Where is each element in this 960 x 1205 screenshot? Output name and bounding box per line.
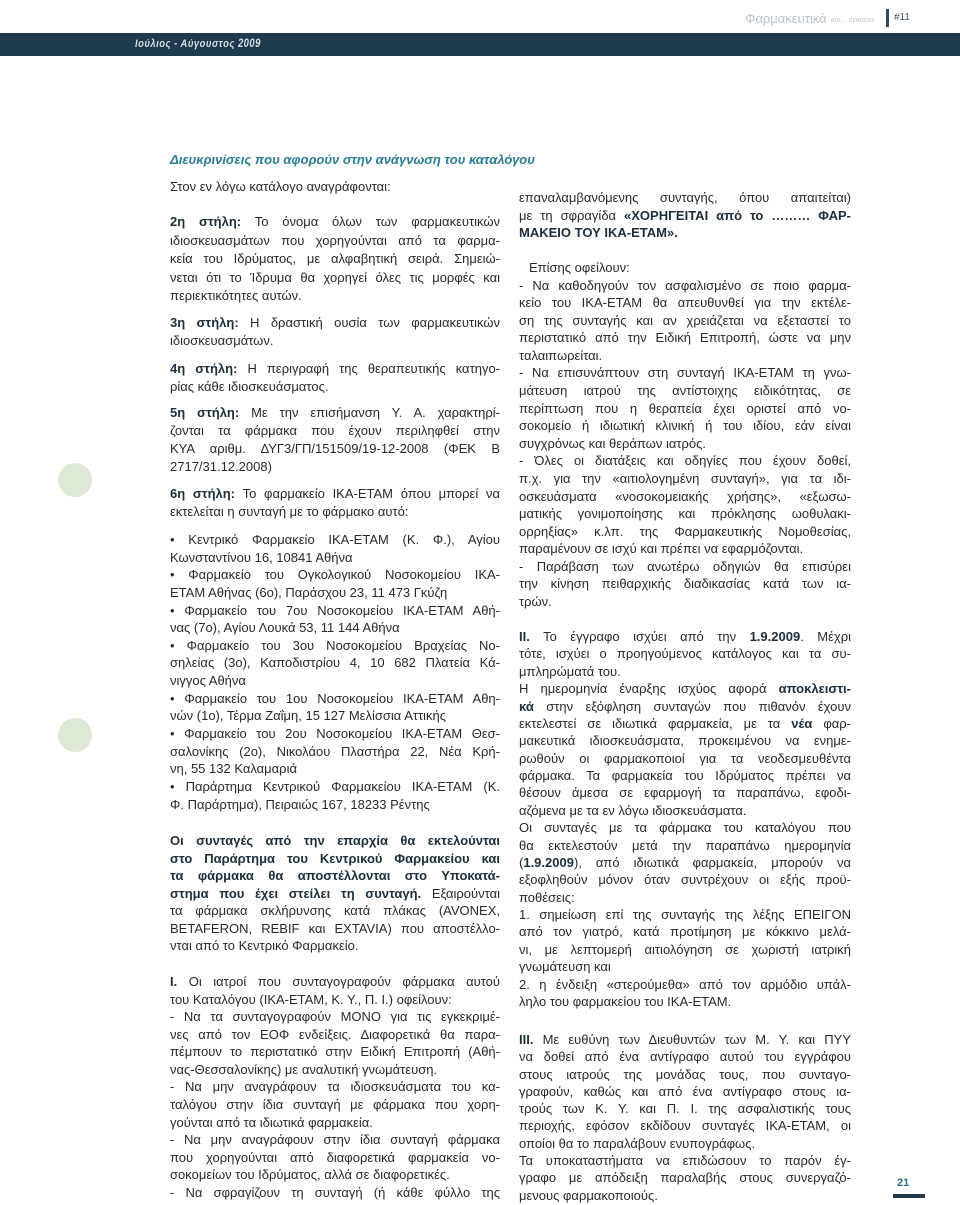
- text-line: • Κεντρικό Φαρμακείο ΙΚΑ-ΕΤΑΜ (Κ. Φ.), Αγίου: [170, 532, 500, 547]
- text-line: μακευτικά ιδιοσκευάσματα, προκειμένου να ενημε-: [519, 733, 851, 749]
- text-line: ποθέσεις:: [519, 889, 575, 905]
- page-number: 21: [897, 1177, 910, 1189]
- paragraph-section-i: [170, 973, 500, 1202]
- text-line: Επίσης οφείλουν:: [529, 260, 630, 275]
- paragraph-intro: [170, 178, 500, 196]
- text-line: μενους φαρμακοποιούς.: [519, 1187, 658, 1203]
- paragraph-section-ii: [519, 628, 851, 1010]
- text-line: συγχρόνως και θεράπων ιατρός.: [519, 435, 706, 451]
- text-line: - Να μην αναγράφουν στην ίδια συνταγή φάρμακα: [170, 1132, 500, 1148]
- paragraph-item: [170, 485, 500, 521]
- text-line: γραφο με απόδειξη παραλαβής στους συνεργαζό-: [519, 1170, 851, 1186]
- decorative-circle: [58, 718, 92, 752]
- text-line: - Όλες οι διατάξεις και οδηγίες που έχουν δοθεί,: [519, 453, 851, 469]
- text-line: τότε, ισχύει ο προηγούμενος κατάλογος και τα συ-: [519, 646, 851, 662]
- text-line: • Φαρμακείο του Ογκολογικού Νοσοκομείου ΙΚΑ-: [170, 567, 500, 583]
- text-line: • Φαρμακείο του 3ου Νοσοκομείου Βραχείας Νο-: [170, 637, 500, 653]
- text-line: νται από το Κεντρικό Φαρμακείο.: [170, 938, 359, 953]
- text-line: [170, 850, 500, 868]
- text-line: ταλόγου στην ίδια συνταγή με φάρμακα που χορη-: [170, 1097, 500, 1113]
- paragraph-item: [170, 1184, 500, 1202]
- text-line: 2. η ένδειξη «στερούμεθα» από τον αρμόδιο υπάλ-: [519, 976, 851, 992]
- text-line: (1.9.2009), από ιδιωτικά φαρμακεία, μπορούν να: [519, 854, 851, 870]
- paragraph-item: [170, 178, 500, 196]
- text-line: οποίοι θα το παραλάβουν ενυπογράφως.: [519, 1135, 756, 1151]
- text-line: ματικής γονιμοποίησης και πρόκλησης ωοθυλακι-: [519, 506, 851, 522]
- text-line: 5η στήλη: Με την επισήμανση Υ. Α. χαρακτηρί-: [170, 405, 501, 420]
- text-line: 3η στήλη: Η δραστική ουσία των φαρμακευτικών: [170, 315, 500, 330]
- paragraph-item: [519, 1152, 851, 1204]
- text-line: παραμένουν σε ισχύ και πρέπει να εφαρμόζονται.: [519, 541, 804, 557]
- text-line: ΙΙΙ. Με ευθύνη των Διευθυντών των Μ. Υ. και ΠΥΥ: [519, 1032, 851, 1047]
- text-line: ρίας κάθε ιδιοσκευάσματος.: [170, 379, 329, 394]
- text-line: Η ημερομηνία έναρξης ισχύος αφορά αποκλειστι-: [519, 681, 851, 697]
- paragraph-item: [519, 259, 851, 277]
- bold-text: 1.9.2009: [523, 854, 574, 870]
- text-line: ΚΥΑ αριθμ. ΔΥΓ3/ΓΠ/151509/19-12-2008 (ΦΕΚ Β: [170, 441, 500, 456]
- text-line: 2η στήλη: Το όνομα όλων των φαρμακευτικών: [170, 214, 500, 229]
- paragraph-item: [170, 725, 500, 778]
- text-line: τα φάρμακα σκλήρυνσης κατά πλάκας (AVONEX,: [170, 903, 500, 918]
- paragraph-item: [170, 602, 500, 637]
- bold-text: 5η στήλη:: [170, 405, 240, 420]
- text-line: ΕΤΑΜ Αθήνας (6ο), Παράσχου 23, 11 473 Γκύζη: [170, 584, 448, 600]
- text-line: - Να καθοδηγούν τον ασφαλισμένο σε ποιο φαρμα-: [519, 277, 851, 293]
- text-line: που χορηγούνται από διαφορετικά φαρμακεία νο-: [170, 1149, 500, 1165]
- paragraph-item: [519, 680, 851, 819]
- paragraph-item: [170, 637, 500, 690]
- issue-band: [0, 33, 960, 56]
- bold-text: στημα που έχει στείλει τη συνταγή.: [170, 885, 422, 901]
- paragraph-item: [170, 778, 500, 813]
- text-line: [519, 224, 851, 242]
- text-line: του Καταλόγου (ΙΚΑ-ΕΤΑΜ, Κ. Υ., Π. Ι.) οφείλουν:: [170, 991, 452, 1007]
- text-line: ταλαιπωρείται.: [519, 347, 603, 363]
- paragraph-item: [170, 314, 500, 350]
- text-line: [170, 867, 500, 885]
- text-line: 4η στήλη: Η περιγραφή της θεραπευτικής κατηγο-: [170, 361, 501, 376]
- paragraph-obligations: [519, 259, 851, 611]
- text-line: Στον εν λόγω κατάλογο αναγράφονται:: [170, 179, 391, 194]
- text-line: [170, 832, 500, 850]
- decorative-circle: [58, 463, 92, 497]
- bold-text: Οι συνταγές από την επαρχία θα εκτελούνται: [170, 833, 500, 848]
- paragraph-section-iii: [519, 1031, 851, 1204]
- text-line: ληλο του φαρμακείου του ΙΚΑ-ΕΤΑΜ.: [519, 993, 732, 1009]
- bold-text: 4η στήλη:: [170, 361, 238, 376]
- bold-text: «ΧΟΡΗΓΕΙΤΑΙ από το ……… ΦΑΡ-: [624, 207, 851, 223]
- text-line: από τον γιατρό, κατά προτίμηση με κόκκινο μελά-: [519, 924, 851, 940]
- paragraph-item: [519, 189, 851, 242]
- paragraph-column-2: [170, 213, 500, 306]
- paragraph-column-6: [170, 485, 500, 521]
- text-line: μπληρώματά του.: [519, 663, 621, 679]
- paragraph-section-i-continued: [519, 189, 851, 242]
- text-line: • Φαρμακείο του 7ου Νοσοκομείου ΙΚΑ-ΕΤΑΜ Αθή-: [170, 602, 500, 618]
- section-name: Φαρμακευτικά: [745, 11, 827, 26]
- text-line: νες από τον ΕΟΦ ενδείξεις. Διαφορετικά θα παρα-: [170, 1026, 500, 1042]
- text-line: - Να τα συνταγογραφούν ΜΟΝΟ για τις εγκεκριμέ-: [170, 1009, 500, 1025]
- paragraph-item: [170, 566, 500, 601]
- text-line: ση της συνταγής και αν χρειάζεται να εξεταστεί το: [519, 312, 851, 328]
- text-line: εκτελείται η συνταγή με το φάρμακο αυτό:: [170, 504, 409, 519]
- paragraph-item: [170, 1078, 500, 1131]
- text-line: γούνται από τα ιδιωτικά φαρμακεία.: [170, 1114, 373, 1130]
- paragraph-item: [519, 906, 851, 976]
- text-line: θα εκτελεστούν μετά την παραπάνω ημερομηνία: [519, 837, 851, 853]
- paragraph-item: [519, 364, 851, 452]
- text-line: ΙΙ. Το έγγραφο ισχύει από την 1.9.2009. Μέχρι: [519, 629, 851, 644]
- text-line: BETAFERON, REBIF και EXTAVIA) που αποστέλλο-: [170, 920, 500, 936]
- text-line: οσκευάσματα «νοσοκομειακής χρήσης», «εξωσω-: [519, 488, 851, 504]
- bold-text: 6η στήλη:: [170, 486, 236, 501]
- paragraph-item: [519, 819, 851, 906]
- text-line: σηλείας (3ο), Καποδιστρίου 4, 10 682 Πλατεία Κά-: [170, 655, 500, 671]
- text-line: εκτελεστεί σε ιδιωτικά φαρμακεία, με τα νέα φαρ-: [519, 715, 851, 731]
- section-tagline: και... έγκαιρα: [831, 15, 875, 24]
- paragraph-item: [519, 452, 851, 557]
- text-line: πέμπουν το περιστατικό στην Ειδική Επιτροπή (Αθή-: [170, 1044, 500, 1060]
- text-line: - Να επισυνάπτουν στη συνταγή ΙΚΑ-ΕΤΑΜ τη γνω-: [519, 365, 851, 381]
- text-line: σοκομείων του Ιδρύματος, αλλά σε διαφορετικές.: [170, 1167, 450, 1183]
- paragraph-item: [170, 690, 500, 725]
- text-line: - Να σφραγίζουν τη συνταγή (ή κάθε φύλλο της: [170, 1184, 500, 1200]
- text-line: • Φαρμακείο του 2ου Νοσοκομείου ΙΚΑ-ΕΤΑΜ Θεσ-: [170, 726, 500, 742]
- paragraph-item: [170, 1131, 500, 1184]
- text-line: ιδιοσκευασμάτων.: [170, 333, 274, 348]
- paragraph-item: [170, 360, 500, 396]
- bold-text: ΜΑΚΕΙΟ ΤΟΥ ΙΚΑ-ΕΤΑΜ».: [519, 225, 678, 240]
- text-line: κεία του Ιδρύματος, με αλφαβητική σειρά. Σημειώ-: [170, 251, 500, 266]
- bold-text: νέα: [791, 715, 813, 731]
- text-line: νας-Θεσσαλονίκης) με αναλυτική γνωμάτευση.: [170, 1061, 438, 1077]
- text-line: εξοφληθούν μόνον όταν συντρέχουν οι εξής προϋ-: [519, 872, 851, 888]
- text-line: • Φαρμακείο του 1ου Νοσοκομείου ΙΚΑ-ΕΤΑΜ Αθη-: [170, 690, 500, 706]
- text-line: Οι συνταγές με τα φάρμακα του καταλόγου που: [519, 820, 851, 836]
- bold-text: κά: [519, 698, 534, 714]
- text-line: θέσουν άμεσα σε εφαρμογή τα παραπάνω, εφοδι-: [519, 785, 851, 801]
- bold-text: ΙΙΙ.: [519, 1032, 534, 1047]
- paragraph-item: [170, 1008, 500, 1078]
- text-line: κείο του ΙΚΑ-ΕΤΑΜ θα απευθυνθεί για την εκτέλε-: [519, 295, 851, 311]
- text-line: Ι. Οι ιατροί που συνταγογραφούν φάρμακα αυτού: [170, 974, 500, 989]
- text-line: τρών.: [519, 593, 552, 609]
- paragraph-item: [519, 628, 851, 680]
- paragraph-item: [519, 277, 851, 365]
- bold-text: τα φάρμακα θα αποστέλλονται στο Υποκατά-: [170, 868, 500, 883]
- bold-text: αποκλειστι-: [778, 681, 851, 697]
- text-line: κά στην εξόφληση συνταγών που πιθανόν έχουν: [519, 698, 851, 714]
- paragraph-item: [170, 531, 500, 566]
- bold-text: 1.9.2009: [749, 629, 801, 644]
- paragraph-item: [170, 404, 500, 476]
- text-line: σαλονίκης (2ο), Νικολάου Πλαστήρα 22, Νέα Κρή-: [170, 743, 500, 759]
- text-line: με τη σφραγίδα «ΧΟΡΗΓΕΙΤΑΙ από το ……… ΦΑΡ-: [519, 207, 851, 223]
- bold-text: στο Παράρτημα του Κεντρικού Φαρμακείου και: [170, 850, 500, 866]
- text-line: Φ. Παράρτημα), Πειραιώς 167, 18233 Ρέντης: [170, 796, 430, 812]
- text-line: π.χ. για την «αιτιολογημένη συνταγή», για τα ιδι-: [519, 470, 851, 486]
- text-line: νιγγος Αθήνα: [170, 673, 246, 689]
- text-line: στημα που έχει στείλει τη συνταγή. Εξαιρούνται: [170, 885, 500, 901]
- issue-date: Ιούλιος - Αύγουστος 2009: [135, 38, 261, 50]
- text-line: νών (1ο), Τέρμα Ζαΐμη, 15 127 Μελίσσια Αττικής: [170, 708, 447, 724]
- paragraph-item: [519, 558, 851, 611]
- paragraph-column-3: [170, 314, 500, 350]
- bold-text: 3η στήλη:: [170, 315, 239, 330]
- text-line: 6η στήλη: Το φαρμακείο ΙΚΑ-ΕΤΑΜ όπου μπορεί να: [170, 486, 501, 501]
- text-line: ορρηξίας» κ.λπ. της Φαρμακευτικής Νομοθεσίας,: [519, 523, 851, 539]
- header-divider: [886, 9, 889, 27]
- paragraph-province-prescriptions: [170, 832, 500, 955]
- paragraph-item: [519, 1031, 851, 1152]
- paragraph-column-4: [170, 360, 500, 396]
- text-line: μάτευση ιατρού της αντίστοιχης ειδικότητας, σε: [519, 383, 851, 399]
- text-line: 1. σημείωση επί της συνταγής της λέξης ΕΠΕΙΓΟΝ: [519, 907, 851, 922]
- text-line: περίπτωση που η θεραπεία έχει οριστεί από νο-: [519, 400, 851, 416]
- text-line: περιοχής, εφόσον εκδίδουν συνταγές ΙΚΑ-ΕΤΑΜ, οι: [519, 1118, 851, 1134]
- text-line: περιστατικό από την Ειδική Επιτροπή, ώστε να μην: [519, 330, 851, 346]
- text-line: την κίνηση πειθαρχικής διαδικασίας κατά των ια-: [519, 576, 851, 592]
- text-line: στους ιατρούς της μονάδας τους, που συνταγο-: [519, 1066, 851, 1082]
- text-line: νεται ότι το Ίδρυμα θα χορηγεί όλες τις μορφές και: [170, 269, 500, 285]
- text-line: - Παράβαση των ανωτέρω οδηγιών θα επισύρει: [519, 558, 851, 574]
- text-line: γνωμάτευση και: [519, 959, 611, 975]
- text-line: επαναλαμβανόμενης συνταγής, όπου απαιτείται): [519, 190, 851, 205]
- bold-text: ΙΙ.: [519, 629, 530, 644]
- page-number-bar: [893, 1194, 925, 1198]
- article-title: Διευκρινίσεις που αφορούν στην ανάγνωση του καταλόγου: [170, 152, 535, 167]
- issue-number: #11: [894, 12, 910, 23]
- text-line: Τα υποκαταστήματα να επιδώσουν το παρόν έγ-: [519, 1153, 851, 1169]
- text-line: περιεκτικότητες αυτών.: [170, 288, 302, 303]
- text-line: 2717/31.12.2008): [170, 459, 272, 474]
- text-line: φάρμακα. Τα φαρμακεία του Ιδρύματος πρέπει να: [519, 768, 851, 783]
- text-line: νας (7ο), Αγίου Λουκά 53, 11 144 Αθήνα: [170, 620, 400, 636]
- text-line: νι, με λεπτομερή αιτιολόγηση σε χωριστή ιατρική: [519, 941, 851, 957]
- paragraph-item: [170, 832, 500, 955]
- paragraph-item: [170, 213, 500, 306]
- pharmacy-list: [170, 531, 500, 813]
- text-line: νη, 55 132 Καλαμαριά: [170, 761, 297, 777]
- bold-text: Ι.: [170, 974, 178, 989]
- text-line: αζόμενα με τα εν λόγω ιδιοσκευάσματα.: [519, 802, 747, 818]
- text-line: • Παράρτημα Κεντρικού Φαρμακείου ΙΚΑ-ΕΤΑΜ (Κ.: [170, 778, 500, 794]
- bold-text: 2η στήλη:: [170, 214, 242, 229]
- text-line: τρούς των Κ. Υ. και Π. Ι. της ασφαλιστικής τους: [519, 1101, 851, 1117]
- text-line: σοκομείο ή ιδιωτική κλινική ή του ιδίου, εάν είναι: [519, 418, 851, 434]
- text-line: να δοθεί από ένα αντίγραφο αυτού του εγγράφου: [519, 1049, 851, 1065]
- text-line: - Να μην αναγράφουν τα ιδιοσκευάσματα του κα-: [170, 1079, 500, 1095]
- paragraph-column-5: [170, 404, 500, 476]
- paragraph-item: [170, 973, 500, 1008]
- text-line: Κωνσταντίνου 16, 10841 Αθήνα: [170, 549, 353, 565]
- paragraph-item: [519, 976, 851, 1011]
- text-line: ζονται τα φάρμακα που έχουν περιληφθεί στην: [170, 423, 500, 438]
- text-line: ρωθούν οι φαρμακοποιοί για τα νεοδεσμευθέντα: [519, 750, 851, 766]
- text-line: ιδιοσκευασμάτων που χορηγούνται από τα φαρμα-: [170, 232, 500, 248]
- text-line: γραφούν, καθώς και από ένα αντίγραφο στους ια-: [519, 1083, 851, 1099]
